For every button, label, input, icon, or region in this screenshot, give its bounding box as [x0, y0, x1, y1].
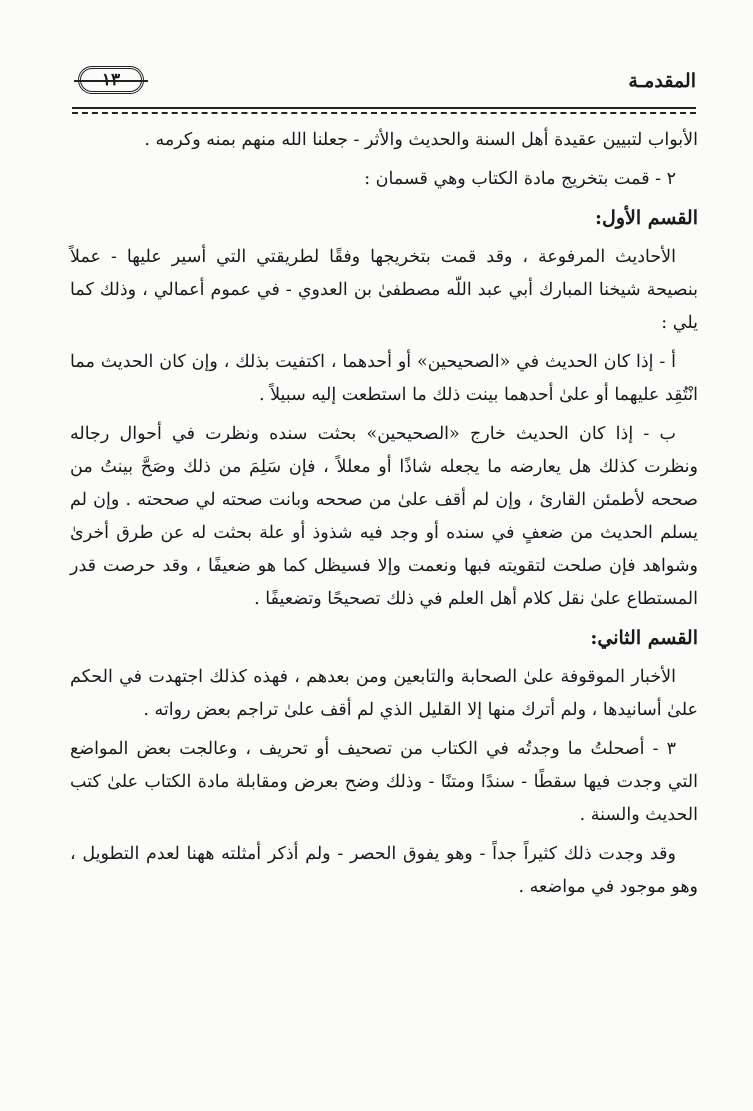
paragraph: ٢ - قمت بتخريج مادة الكتاب وهي قسمان :	[364, 169, 676, 189]
paragraph: الأخبار الموقوفة علىٰ الصحابة والتابعين ومن بعدهم ، فهذه كذلك اجتهدت في الحكم علىٰ أسانيدها ، ولم أترك منها إلا القليل الذي لم أقف علىٰ تراجم بعض رواته .	[70, 667, 698, 720]
page-body	[70, 124, 698, 910]
section-heading: القسم الثاني:	[590, 627, 698, 649]
paragraph: أ - إذا كان الحديث في «الصحيحين» أو أحدهما ، اكتفيت بذلك ، وإن كان الحديث مما انْتُقِد عليهما أو علىٰ أحدهما بينت ذلك ما استطعت إليه سبيلاً .	[70, 352, 698, 405]
running-title: المقدمـة	[628, 70, 696, 92]
paragraph: وقد وجدت ذلك كثيراً جداً - وهو يفوق الحصر - ولم أذكر أمثلته ههنا لعدم التطويل ، وهو موجود في مواضعه .	[70, 844, 698, 897]
section-heading: القسم الأول:	[595, 207, 698, 229]
paragraph: ٣ - أصحلتُ ما وجدتُه في الكتاب من تصحيف أو تحريف ، وعالجت بعض المواضع التي وجدت فيها سقطًا - سندًا ومتنًا - وذلك وضح بعرض ومقابلة مادة الكتاب علىٰ كتب الحديث والسنة .	[70, 739, 698, 825]
header-rule	[72, 107, 696, 114]
paragraph: الأبواب لتبيين عقيدة أهل السنة والحديث والأثر - جعلنا الله منهم بمنه وكرمه .	[144, 130, 698, 150]
paragraph: الأحاديث المرفوعة ، وقد قمت بتخريجها وفقًا لطريقتي التي أسير عليها - عملاً بنصيحة شيخنا المبارك أبي عبد اللّه مصطفىٰ بن العدوي - في عموم أعمالي ، وذلك كما يلي :	[70, 247, 698, 333]
page-number-badge: ١٣	[78, 66, 144, 94]
page-header	[72, 58, 696, 108]
paragraph: ب - إذا كان الحديث خارج «الصحيحين» بحثت سنده ونظرت في أحوال رجاله ونظرت كذلك هل يعارضه ما يجعله شاذًا أو معللاً ، فإن سَلِمَ من ذلك وصَحَّ بينتُ من صححه لأطمئن القارئ ، وإن لم أقف علىٰ من صححه وبانت صحته لي صححته . وإن لم يسلم الحديث من ضعفٍ في سنده أو وجد فيه شذوذ أو علة بحثت له عن طرق أخرىٰ وشواهد فإن صلحت لتقويته فبها ونعمت وإلا فسيظل كما هو ضعيفًا ، وقد حرصت قدر المستطاع علىٰ نقل كلام أهل العلم في ذلك تصحيحًا وتضعيفًا .	[70, 424, 698, 609]
